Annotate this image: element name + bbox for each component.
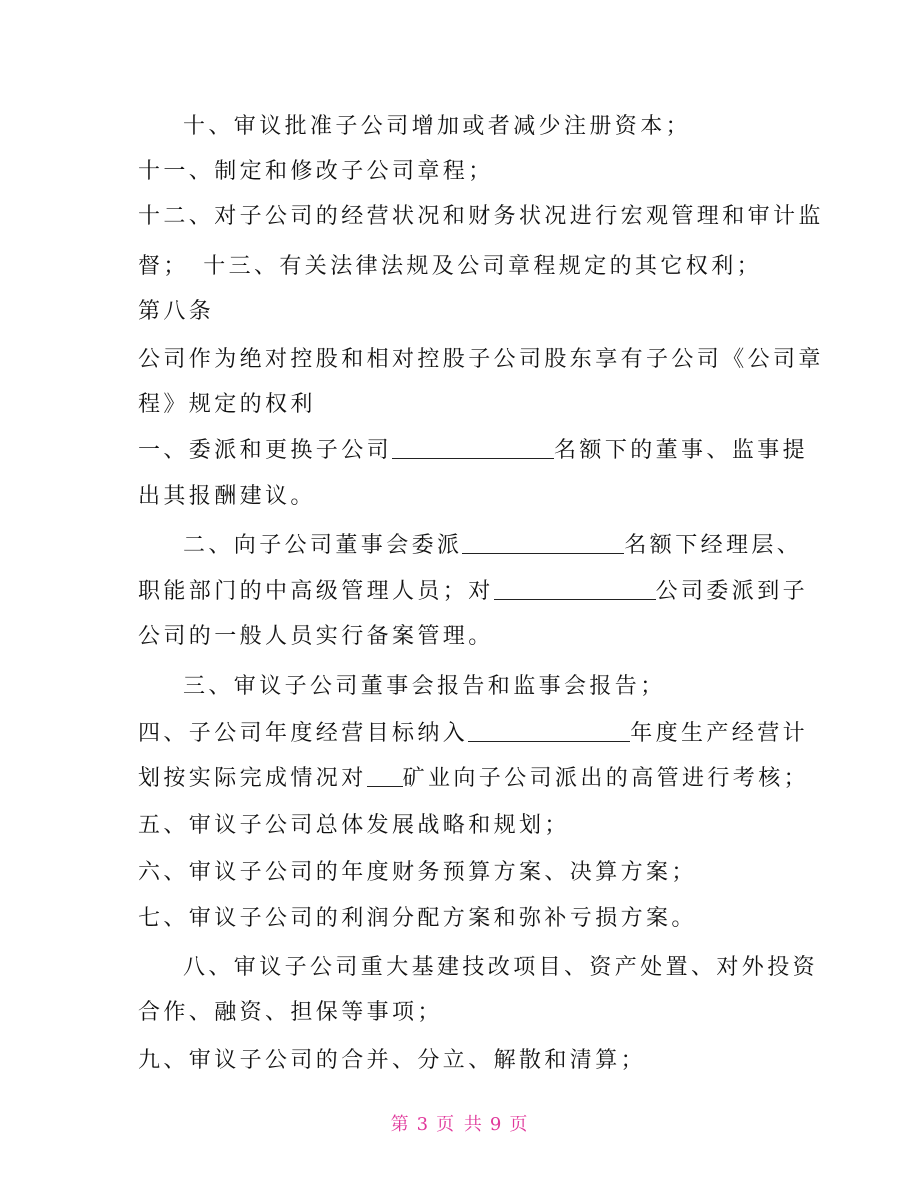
paragraph-line: 九、审议子公司的合并、分立、解散和清算； xyxy=(138,1048,647,1073)
footer-total-pages: 9 xyxy=(489,1114,504,1135)
footer-current-page: 3 xyxy=(416,1114,431,1135)
paragraph-line: 十二、对子公司的经营状况和财务状况进行宏观管理和审计监 xyxy=(138,204,824,229)
fill-in-blank xyxy=(367,764,403,787)
text-segment: 年度生产经营计 xyxy=(630,721,809,746)
paragraph-line: 十一、制定和修改子公司章程； xyxy=(138,159,494,184)
paragraph-line xyxy=(138,764,809,794)
paragraph-line: 七、审议子公司的利润分配方案和弥补亏损方案。 xyxy=(138,906,697,931)
text-segment: 名额下的董事、监事提 xyxy=(554,438,809,463)
text-segment: 划按实际完成情况对 xyxy=(138,766,367,791)
paragraph-line: 公司作为绝对控股和相对控股子公司股东享有子公司《公司章 xyxy=(138,347,824,372)
paragraph-line: 督； 十三、有关法律法规及公司章程规定的其它权利； xyxy=(138,254,763,279)
paragraph-line: 五、审议子公司总体发展战略和规划； xyxy=(138,813,570,838)
paragraph-line xyxy=(138,577,808,607)
text-segment: 职能部门的中高级管理人员；对 xyxy=(138,579,494,604)
page-footer xyxy=(0,1110,920,1136)
footer-middle: 页 共 xyxy=(436,1114,484,1135)
paragraph-line: 合作、融资、担保等事项； xyxy=(138,1000,443,1025)
paragraph-line: 公司的一般人员实行备案管理。 xyxy=(138,624,494,649)
footer-suffix: 页 xyxy=(509,1114,530,1135)
paragraph-line xyxy=(183,531,802,561)
text-segment: 公司委派到子 xyxy=(655,579,809,604)
paragraph-line: 八、审议子公司重大基建技改项目、资产处置、对外投资 xyxy=(183,955,819,980)
footer-prefix: 第 xyxy=(390,1114,411,1135)
text-segment: 四、子公司年度经营目标纳入 xyxy=(138,721,469,746)
text-segment: 二、向子公司董事会委派 xyxy=(183,533,463,558)
paragraph-line: 三、审议子公司董事会报告和监事会报告； xyxy=(183,674,666,699)
fill-in-blank xyxy=(468,719,630,742)
text-segment: 名额下经理层、 xyxy=(624,533,803,558)
paragraph-line: 出其报酬建议。 xyxy=(138,484,316,509)
paragraph-line xyxy=(138,719,808,749)
fill-in-blank xyxy=(494,577,656,600)
fill-in-blank xyxy=(392,436,554,459)
paragraph-line: 六、审议子公司的年度财务预算方案、决算方案； xyxy=(138,860,697,885)
text-segment: 矿业向子公司派出的高管进行考核； xyxy=(402,766,810,791)
text-segment: 一、委派和更换子公司 xyxy=(138,438,393,463)
paragraph-line: 程》规定的权利 xyxy=(138,392,316,417)
article-heading: 第八条 xyxy=(138,299,215,324)
paragraph-line xyxy=(138,436,808,466)
paragraph-line: 十、审议批准子公司增加或者减少注册资本； xyxy=(183,114,692,139)
fill-in-blank xyxy=(462,531,624,554)
